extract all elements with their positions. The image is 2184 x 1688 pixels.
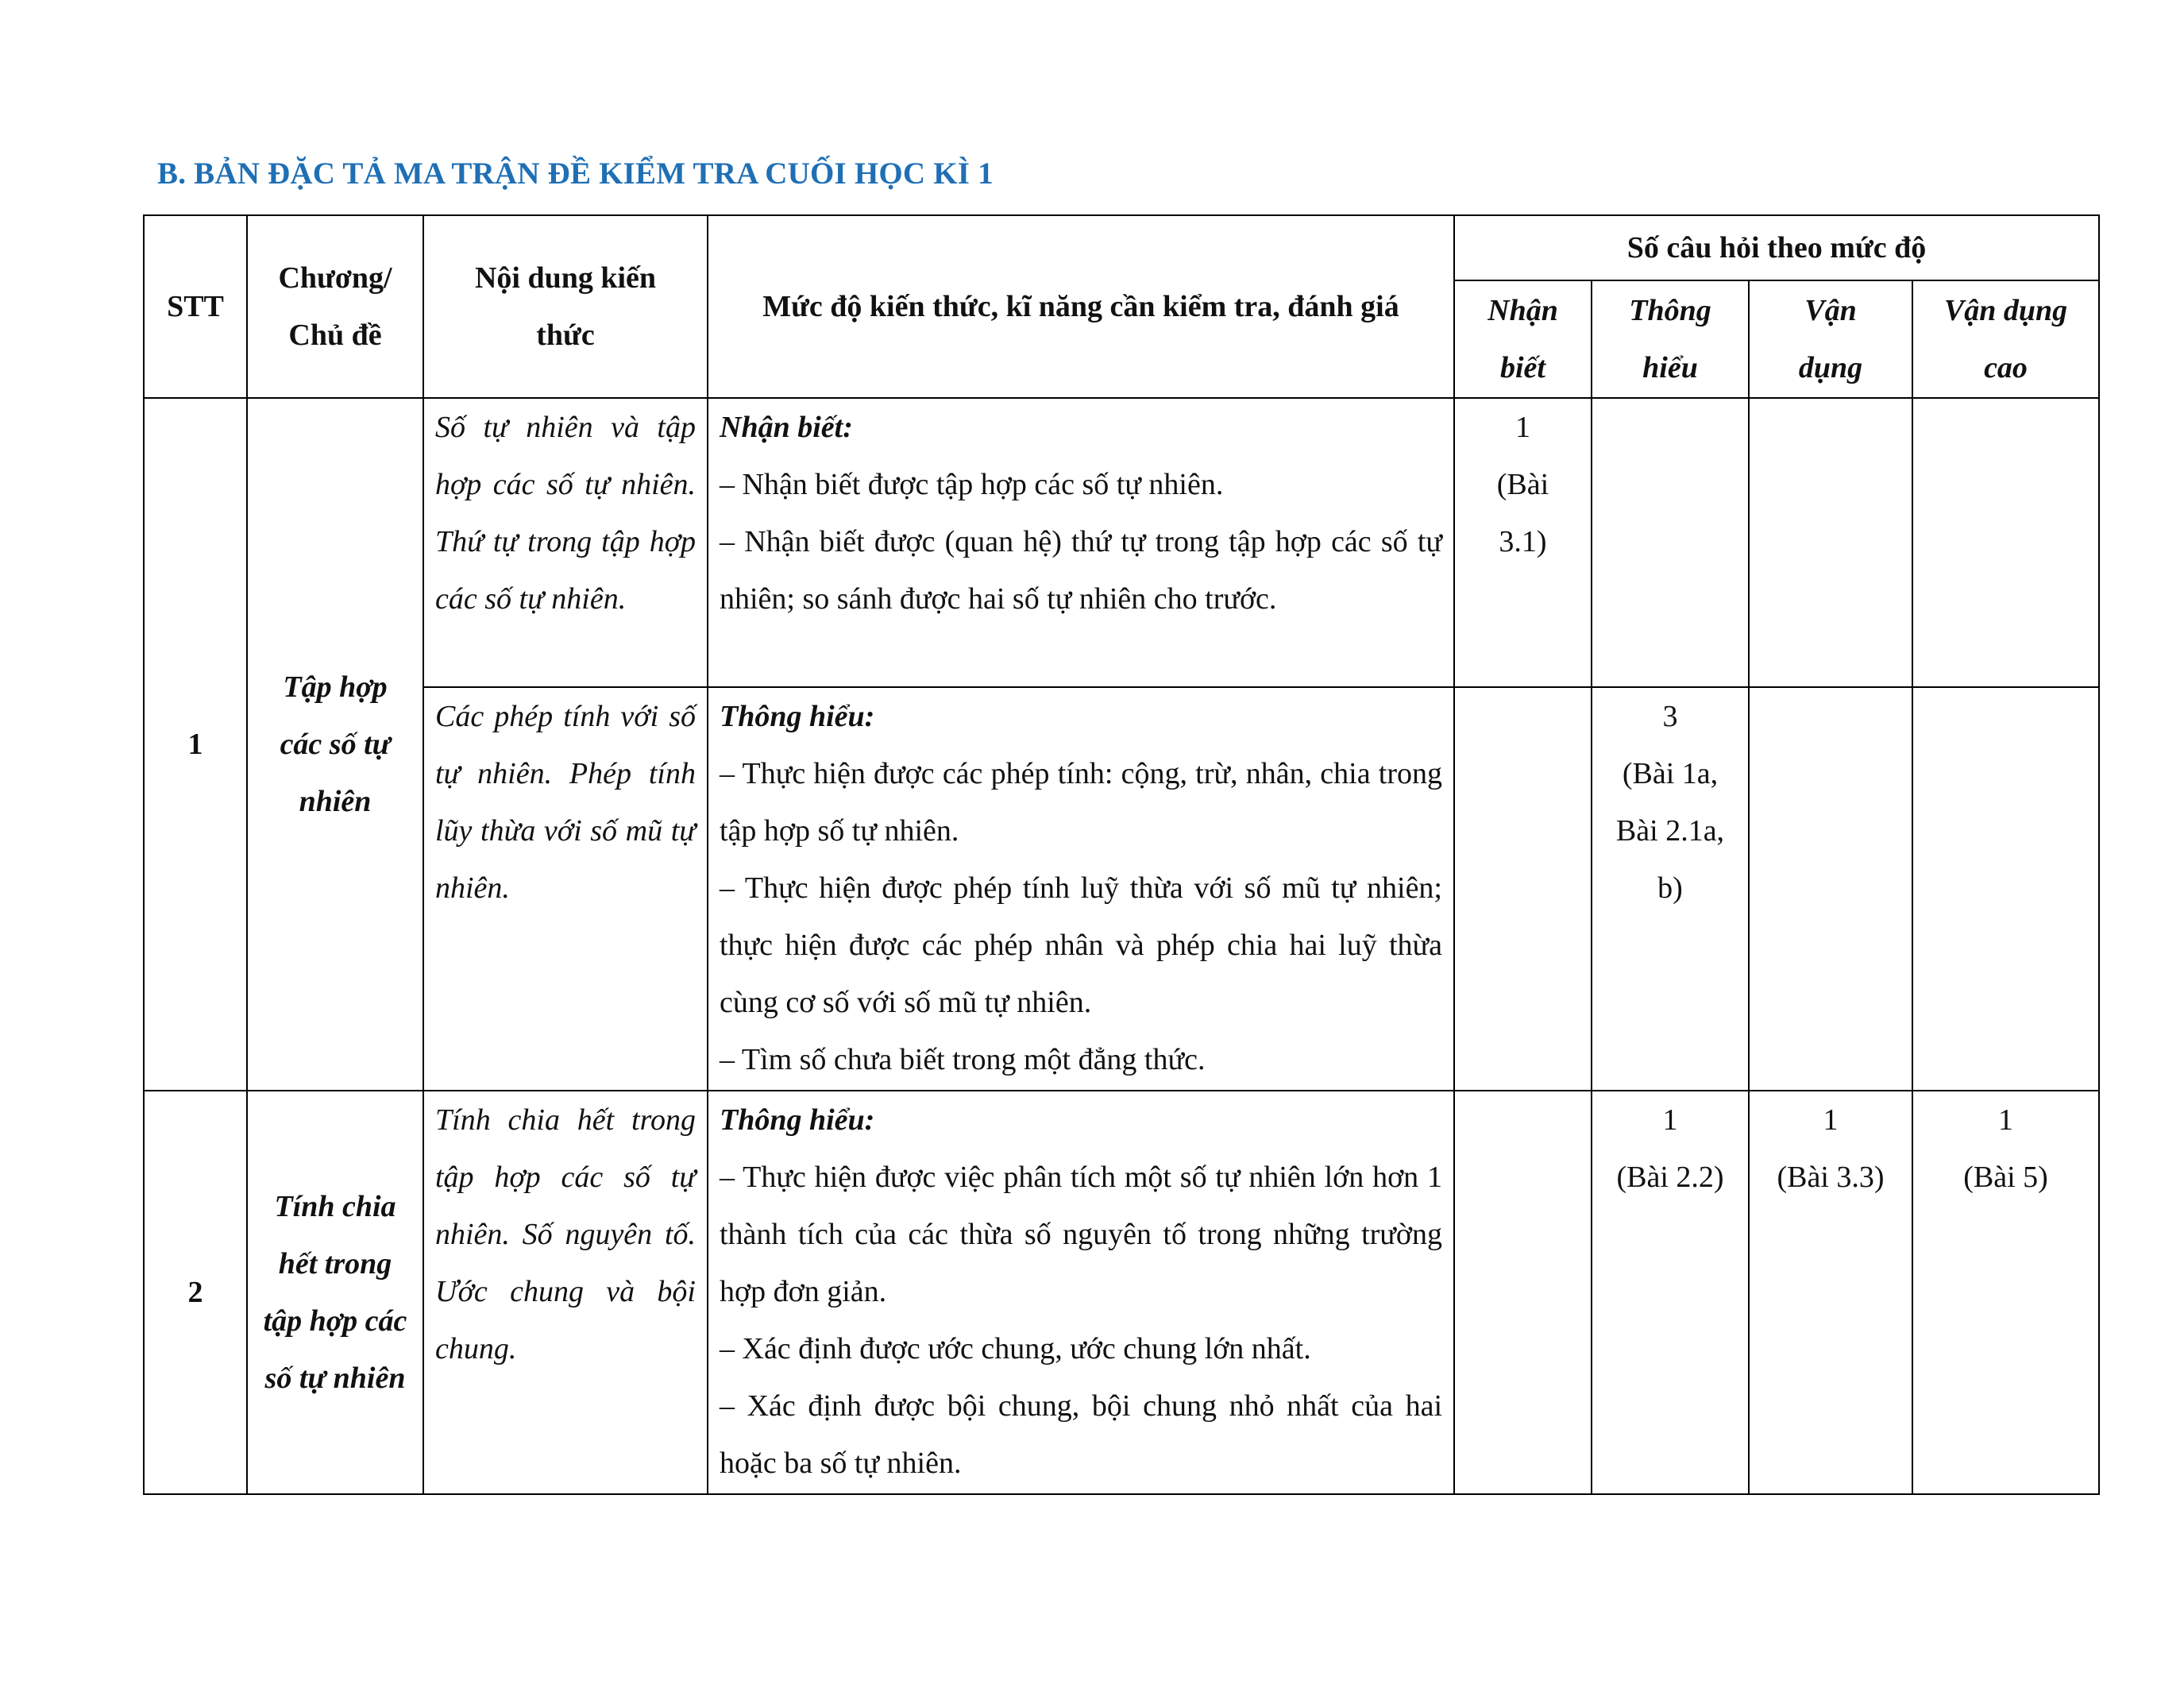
desc-line: – Nhận biết được tập hợp các số tự nhiên.: [720, 468, 1224, 501]
level-label: Nhận biết:: [720, 411, 853, 444]
desc-line: – Xác định được ước chung, ước chung lớn nhất.: [720, 1332, 1311, 1365]
level-label: Thông hiểu:: [720, 1103, 875, 1137]
table-row: [144, 687, 2099, 1091]
row-level-description: [708, 687, 1454, 1091]
header-content: Nội dung kiến thức: [423, 215, 708, 398]
count-van-dung: 1 (Bài 3.3): [1749, 1091, 1912, 1494]
count-thong-hieu: 1 (Bài 2.2): [1592, 1091, 1749, 1494]
row-level-description: [708, 398, 1454, 687]
row-content: Các phép tính với số tự nhiên. Phép tính lũy thừa với số mũ tự nhiên.: [423, 687, 708, 1091]
desc-line: – Xác định được bội chung, bội chung nhỏ nhất của hai hoặc ba số tự nhiên.: [720, 1389, 1442, 1480]
count-thong-hieu: [1592, 398, 1749, 687]
count-nhan-biet: 1 (Bài 3.1): [1454, 398, 1592, 687]
document-title: B. BẢN ĐẶC TẢ MA TRẬN ĐỀ KIỂM TRA CUỐI HỌC KÌ 1: [157, 156, 994, 191]
specification-table: [143, 214, 2100, 1495]
header-van-dung: Vận dụng: [1749, 280, 1912, 398]
row-level-description: [708, 1091, 1454, 1494]
row-chapter: Tập hợp các số tự nhiên: [247, 398, 423, 1091]
table-row: [144, 398, 2099, 687]
desc-line: – Thực hiện được các phép tính: cộng, trừ, nhân, chia trong tập hợp số tự nhiên.: [720, 757, 1442, 848]
header-stt: STT: [144, 215, 247, 398]
count-nhan-biet: [1454, 1091, 1592, 1494]
header-chapter: Chương/ Chủ đề: [247, 215, 423, 398]
desc-line: – Tìm số chưa biết trong một đẳng thức.: [720, 1043, 1206, 1076]
desc-line: – Thực hiện được phép tính luỹ thừa với số mũ tự nhiên; thực hiện được các phép nhân và phép chia hai luỹ thừa cùng cơ số với số mũ tự nhiên.: [720, 871, 1442, 1019]
header-question-count-group: Số câu hỏi theo mức độ: [1454, 215, 2099, 280]
table-row: [144, 1091, 2099, 1494]
count-thong-hieu: 3 (Bài 1a, Bài 2.1a, b): [1592, 687, 1749, 1091]
count-van-dung-cao: [1912, 687, 2099, 1091]
row-content: Số tự nhiên và tập hợp các số tự nhiên. Thứ tự trong tập hợp các số tự nhiên.: [423, 398, 708, 687]
row-stt: 1: [144, 398, 247, 1091]
level-label: Thông hiểu:: [720, 700, 875, 733]
header-level-description: Mức độ kiến thức, kĩ năng cần kiểm tra, đánh giá: [708, 215, 1454, 398]
desc-line: – Thực hiện được việc phân tích một số tự nhiên lớn hơn 1 thành tích của các thừa số nguyên tố trong những trường hợp đơn giản.: [720, 1161, 1442, 1308]
row-content: Tính chia hết trong tập hợp các số tự nhiên. Số nguyên tố. Ước chung và bội chung.: [423, 1091, 708, 1494]
count-van-dung-cao: [1912, 398, 2099, 687]
count-van-dung: [1749, 398, 1912, 687]
desc-line: – Nhận biết được (quan hệ) thứ tự trong tập hợp các số tự nhiên; so sánh được hai số tự nhiên cho trước.: [720, 525, 1442, 616]
count-van-dung-cao: 1 (Bài 5): [1912, 1091, 2099, 1494]
count-nhan-biet: [1454, 687, 1592, 1091]
header-van-dung-cao: Vận dụng cao: [1912, 280, 2099, 398]
count-van-dung: [1749, 687, 1912, 1091]
row-chapter: Tính chia hết trong tập hợp các số tự nhiên: [247, 1091, 423, 1494]
header-thong-hieu: Thông hiểu: [1592, 280, 1749, 398]
row-stt: 2: [144, 1091, 247, 1494]
header-nhan-biet: Nhận biết: [1454, 280, 1592, 398]
